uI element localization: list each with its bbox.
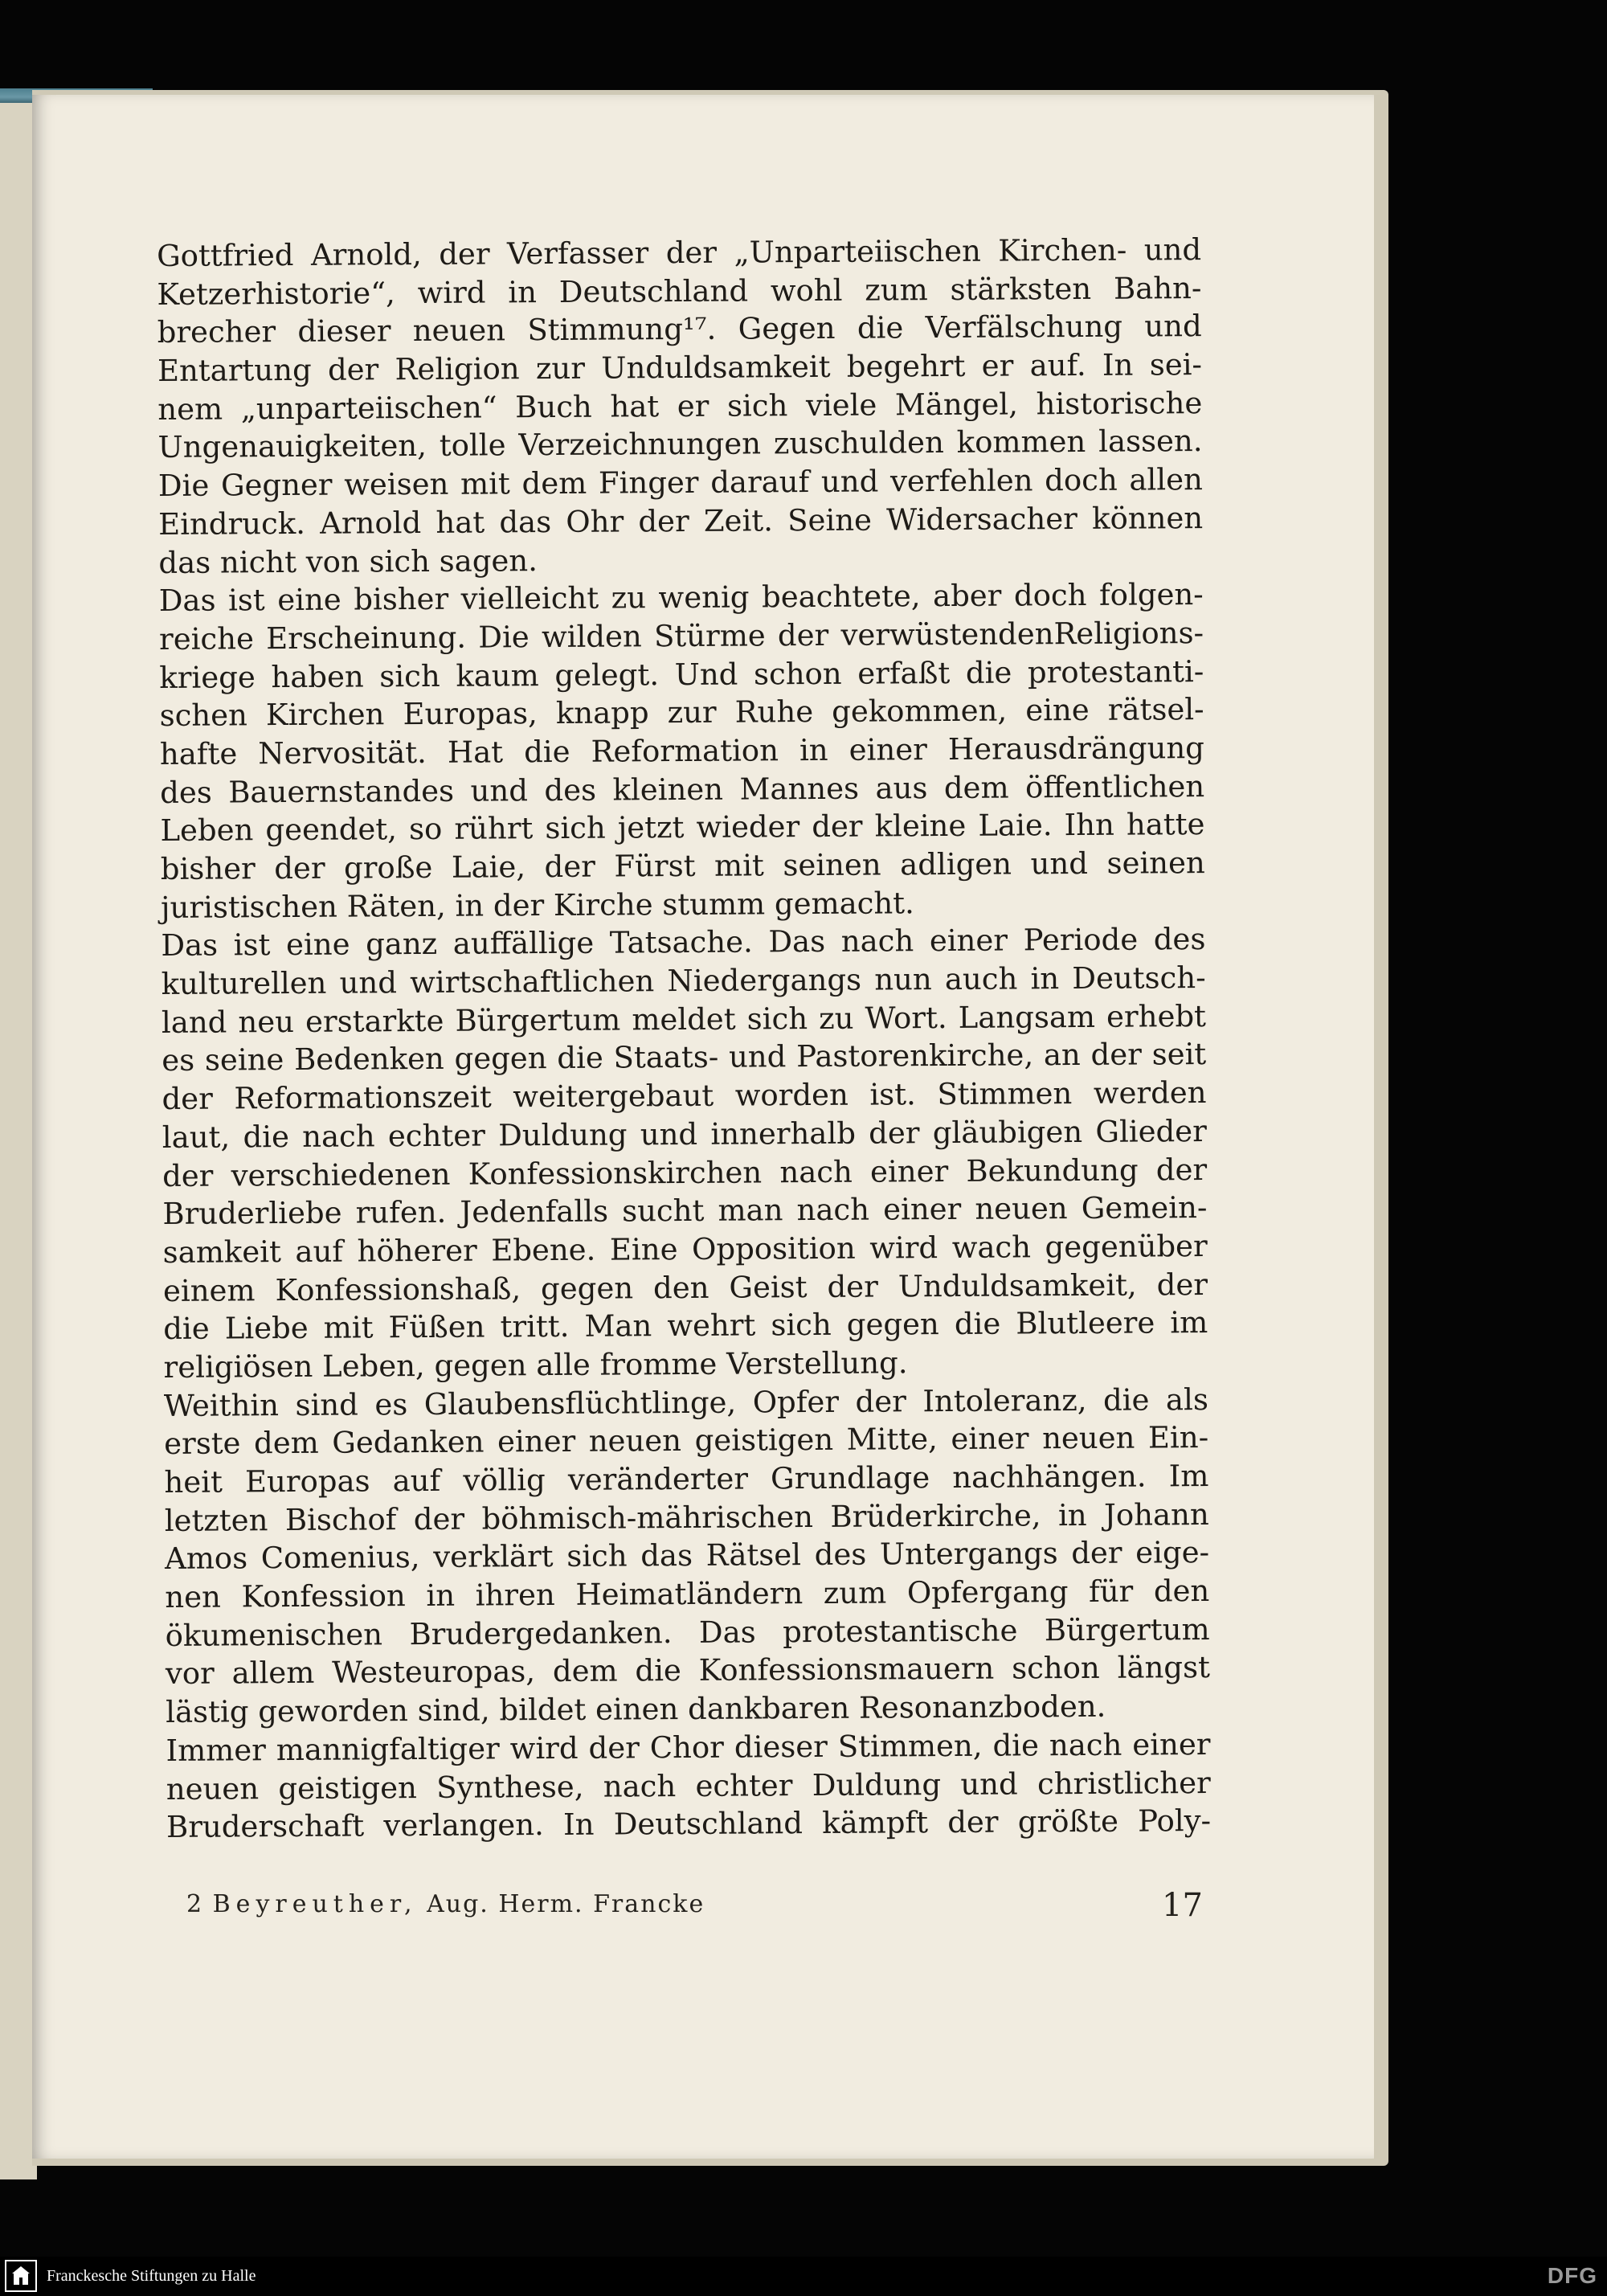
text-line: laut, die nach echter Duldung und innerhalb der gläubigen Glieder [162,1113,1207,1155]
text-line: vor allem Westeuropas, dem die Konfessionsmauern schon längst [165,1650,1211,1692]
text-line: Immer mannigfaltiger wird der Chor dieser Stimmen, die nach einer [166,1726,1211,1768]
text-line: Das ist eine bisher vielleicht zu wenig beachtete, aber doch folgen- [158,577,1204,619]
text-line: kulturellen und wirtschaftlichen Niedergangs nun auch in Deutsch- [161,960,1206,1002]
viewer-footer-bar [0,2257,1607,2296]
text-line: Bruderschaft verlangen. In Deutschland kämpft der größte Poly- [166,1803,1212,1845]
text-line: religiösen Leben, gegen alle fromme Verstellung. [163,1345,908,1385]
text-line: kriege haben sich kaum gelegt. Und schon erfaßt die protestanti- [159,653,1204,695]
text-line: nem „unparteiischen“ Buch hat er sich viele Mängel, historische [157,385,1203,427]
text-line: land neu erstarkte Bürgertum meldet sich zu Wort. Langsam erhebt [161,998,1207,1040]
text-line: der verschiedenen Konfessionskirchen nach einer Bekundung der [162,1152,1208,1193]
signature-title: Aug. Herm. Francke [427,1890,705,1918]
text-line: schen Kirchen Europas, knapp zur Ruhe gekommen, eine rätsel- [159,692,1204,734]
text-line: die Liebe mit Füßen tritt. Man wehrt sich gegen die Blutleere im [163,1305,1208,1347]
signature-author: Beyreuther, [212,1890,418,1918]
text-line: Entartung der Religion zur Unduldsamkeit begehrt er auf. In sei- [157,347,1203,389]
text-line: brecher dieser neuen Stimmung¹⁷. Gegen die Verfälschung und [157,309,1202,350]
signature-number: 2 [186,1890,204,1918]
text-line: Bruderliebe rufen. Jedenfalls sucht man nach einer neuen Gemein- [162,1190,1208,1232]
text-line: ökumenischen Brudergedanken. Das protestantische Bürgertum [165,1611,1210,1653]
text-line: Ungenauigkeiten, tolle Verzeichnungen zuschulden kommen lassen. [157,424,1203,465]
text-line: Weithin sind es Glaubensflüchtlinge, Opfer der Intoleranz, die als [163,1381,1208,1423]
body-text [157,231,1211,1847]
text-line: samkeit auf höherer Ebene. Eine Opposition wird wach gegenüber [162,1228,1208,1270]
text-line: letzten Bischof der böhmisch-mährischen Brüderkirche, in Johann [164,1496,1209,1538]
text-line: Amos Comenius, verklärt sich das Rätsel des Untergangs der eige- [164,1535,1210,1577]
text-line: einem Konfessionshaß, gegen den Geist der Unduldsamkeit, der [162,1267,1208,1308]
text-line: der Reformationszeit weitergebaut worden ist. Stimmen werden [162,1075,1207,1117]
text-line: heit Europas auf völlig veränderter Grundlage nachhängen. Im [164,1459,1209,1500]
text-line: Das ist eine ganz auffällige Tatsache. Das nach einer Periode des [161,922,1206,964]
text-line: juristischen Räten, in der Kirche stumm gemacht. [160,885,914,925]
text-line: Leben geendet, so rührt sich jetzt wieder der kleine Laie. Ihn hatte [160,807,1205,849]
text-line: erste dem Gedanken einer neuen geistigen Mitte, einer neuen Ein- [164,1420,1209,1462]
text-line: lästig geworden sind, bildet einen dankbaren Resonanzboden. [166,1688,1106,1730]
text-line: des Bauernstandes und des kleinen Mannes aus dem öffentlichen [160,768,1205,810]
text-line: Gottfried Arnold, der Verfasser der „Unparteiischen Kirchen- und [157,232,1202,273]
text-line: hafte Nervosität. Hat die Reformation in einer Herausdrängung [159,730,1205,771]
text-line: Die Gegner weisen mit dem Finger darauf und verfehlen doch allen [157,462,1203,504]
institution-logo-icon[interactable] [5,2260,37,2292]
text-line: neuen geistigen Synthese, nach echter Duldung und christlicher [166,1765,1211,1807]
text-line: nen Konfession in ihren Heimatländern zum Opfergang für den [165,1574,1210,1615]
text-line: das nicht von sich sagen. [158,542,538,580]
text-line: reiche Erscheinung. Die wilden Stürme der verwüstendenReligions- [158,615,1204,657]
dfg-logo: DFG [1547,2263,1597,2288]
text-line: Ketzerhistorie“, wird in Deutschland wohl zum stärksten Bahn- [157,270,1202,312]
text-line: es seine Bedenken gegen die Staats- und Pastorenkirche, an der seit [162,1037,1207,1078]
signature-line [186,1890,705,1918]
institution-label[interactable]: Franckesche Stiftungen zu Halle [47,2267,256,2285]
page-number: 17 [1162,1887,1203,1924]
text-line: bisher der große Laie, der Fürst mit seinen adligen und seinen [160,845,1205,886]
text-line: Eindruck. Arnold hat das Ohr der Zeit. Seine Widersacher können [158,500,1204,542]
